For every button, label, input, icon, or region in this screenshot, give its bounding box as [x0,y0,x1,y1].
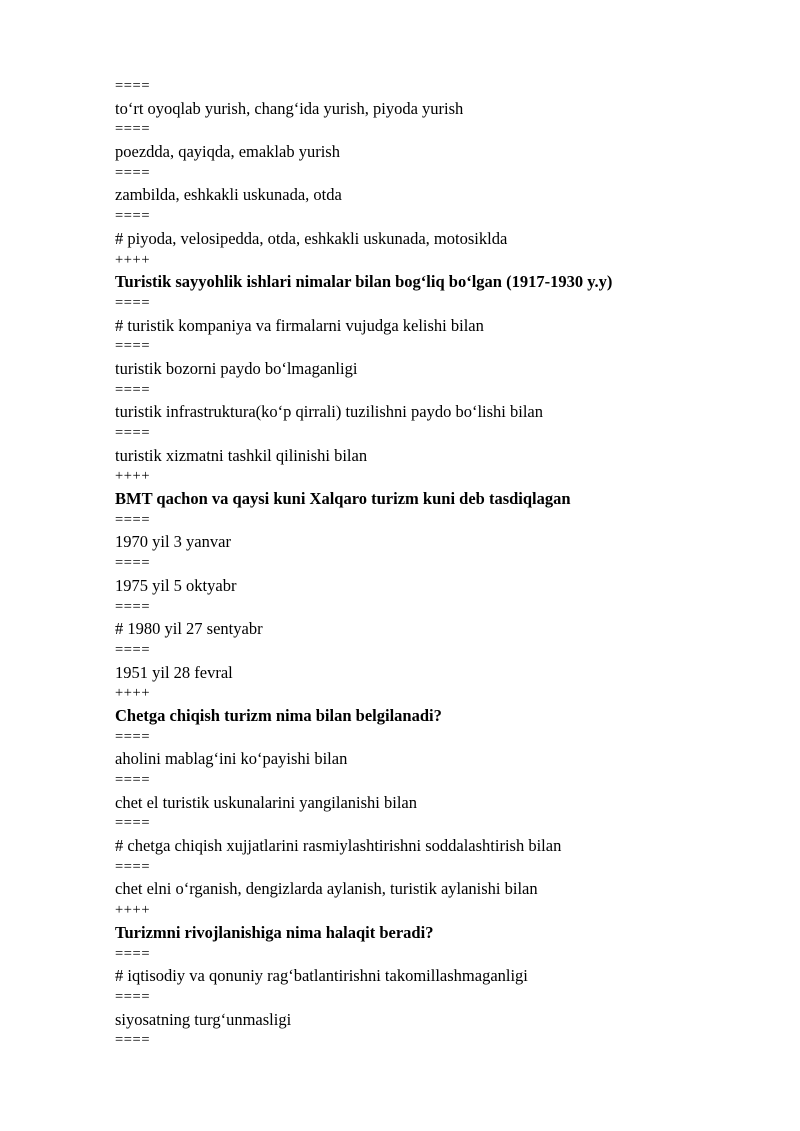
separator-line: ==== [115,858,151,875]
answer-option: zambilda, eshkakli uskunada, otda [115,185,342,205]
separator-line: ++++ [115,685,151,702]
separator-line: ==== [115,772,151,788]
question-text: Turizmni rivojlanishiga nima halaqit beradi? [115,922,434,942]
answer-option: turistik bozorni paydo bo‘lmaganligi [115,358,358,378]
answer-option: chet el turistik uskunalarini yangilanishi bilan [115,792,417,812]
separator-line: ==== [115,988,151,1005]
answer-option: turistik xizmatni tashkil qilinishi bilan [115,445,368,465]
question-text: Turistik sayyohlik ishlari nimalar bilan bog‘liq bo‘lgan (1917-1930 y.y) [115,272,613,292]
separator-line: ++++ [115,468,151,485]
separator-line: ==== [115,78,151,94]
separator-line: ++++ [115,251,151,268]
separator-line: ==== [115,815,151,832]
separator-line: ==== [115,338,151,355]
answer-option: poezdda, qayiqda, emaklab yurish [115,142,340,162]
answer-option: to‘rt oyoqlab yurish, chang‘ida yurish, piyoda yurish [115,98,464,118]
answer-option: siyosatning turg‘unmasligi [115,1009,292,1029]
answer-option: turistik infrastruktura(ko‘p qirrali) tuzilishni paydo bo‘lishi bilan [115,402,544,422]
separator-line: ==== [115,208,151,225]
answer-option: 1970 yil 3 yanvar [115,532,231,552]
separator-line: ==== [115,728,151,745]
answer-option: aholini mablag‘ini ko‘payishi bilan [115,749,348,769]
separator-line: ==== [115,511,151,528]
answer-option: 1975 yil 5 oktyabr [115,575,237,595]
question-text: BMT qachon va qaysi kuni Xalqaro turizm kuni deb tasdiqlagan [115,489,571,509]
separator-line: ==== [115,641,151,658]
answer-option: # iqtisodiy va qonuniy rag‘batlantirishni takomillashmaganligi [115,966,528,986]
question-text: Chetga chiqish turizm nima bilan belgilanadi? [115,705,442,725]
document-page [115,76,755,1052]
answer-option: # piyoda, velosipedda, otda, eshkakli uskunada, motosiklda [115,228,508,248]
answer-option: 1951 yil 28 fevral [115,662,233,682]
separator-line: ==== [115,945,151,962]
separator-line: ==== [115,425,151,441]
separator-line: ++++ [115,902,151,919]
separator-line: ==== [115,381,151,398]
separator-line: ==== [115,294,151,311]
separator-line: ==== [115,164,151,181]
separator-line: ==== [115,1032,151,1049]
separator-line: ==== [115,598,151,615]
answer-option: # turistik kompaniya va firmalarni vujudga kelishi bilan [115,315,484,335]
separator-line: ==== [115,555,151,572]
answer-option: # 1980 yil 27 sentyabr [115,619,263,639]
answer-option: chet elni o‘rganish, dengizlarda aylanish, turistik aylanishi bilan [115,879,538,899]
separator-line: ==== [115,121,151,138]
answer-option: # chetga chiqish xujjatlarini rasmiylashtirishni soddalashtirish bilan [115,836,562,856]
